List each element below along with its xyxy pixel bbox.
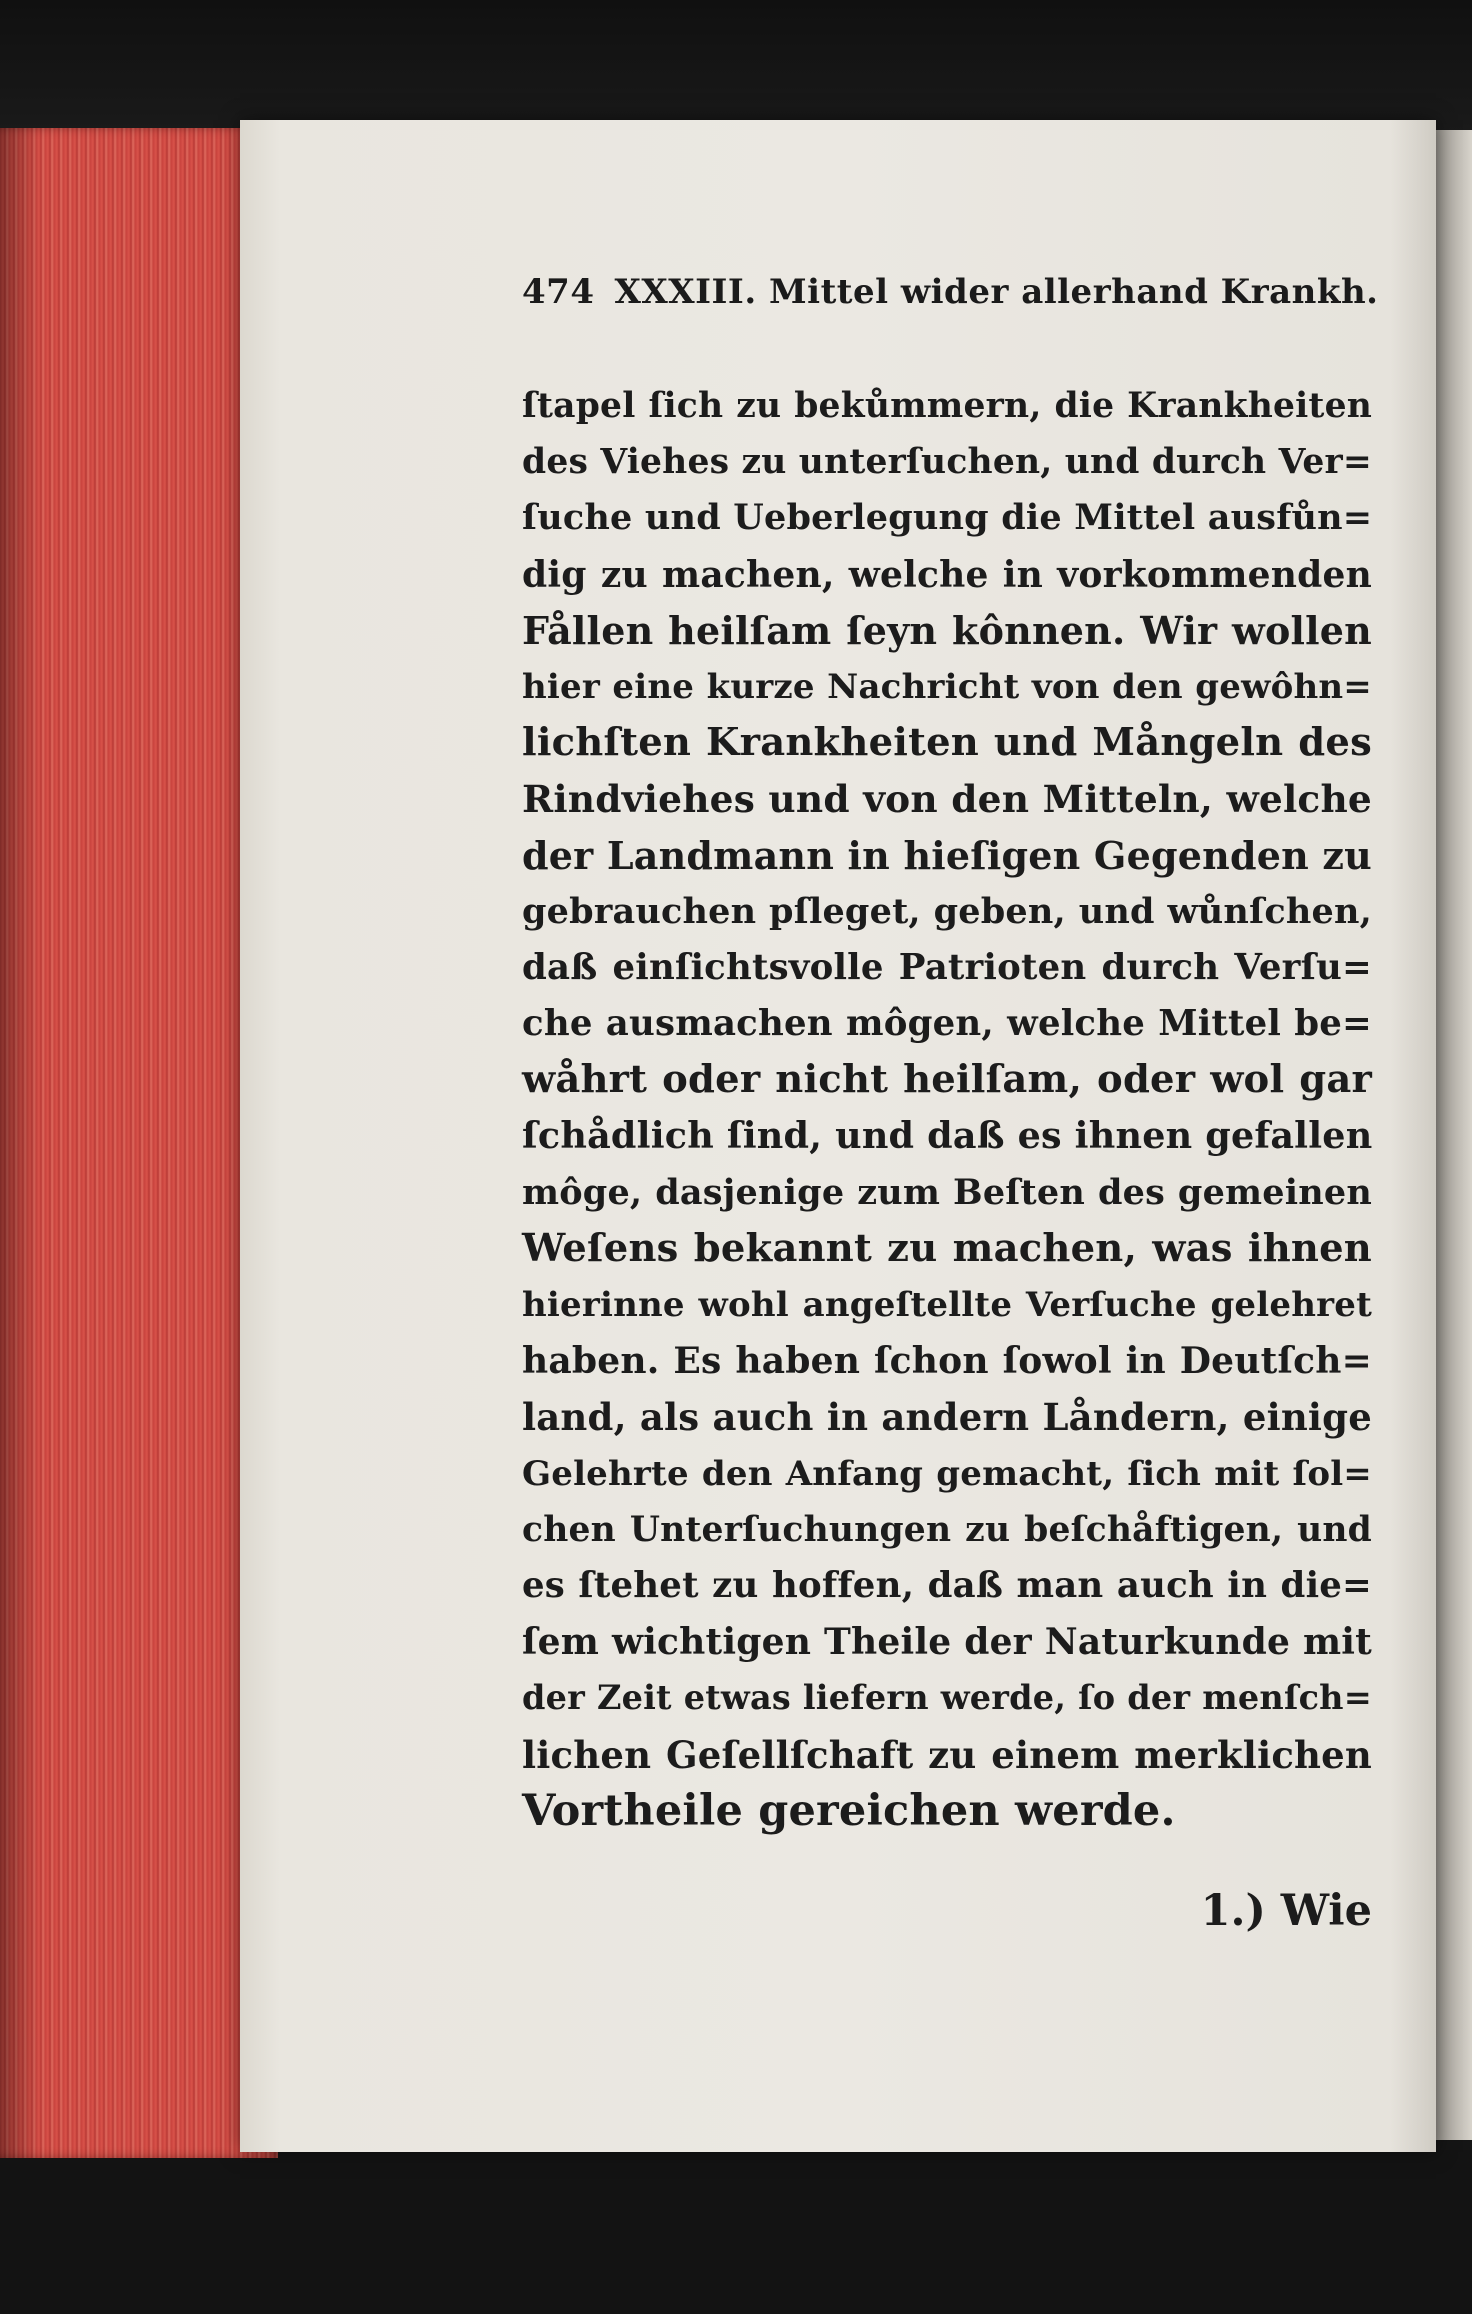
running-header bbox=[522, 272, 1382, 342]
text-line: gebrauchen pſleget, geben, und wůnſchen, bbox=[522, 890, 1372, 932]
page-number: 474 bbox=[522, 272, 595, 312]
text-line: lichen Geſellſchaft zu einem merklichen bbox=[522, 1732, 1372, 1777]
backdrop-bottom bbox=[0, 2150, 1472, 2314]
catchword: 1.) Wie bbox=[1200, 1886, 1372, 1936]
text-line: che ausmachen môgen, welche Mittel be= bbox=[522, 1003, 1372, 1045]
text-line: der Landmann in hieſigen Gegenden zu bbox=[522, 832, 1372, 878]
text-line: dig zu machen, welche in vorkommenden bbox=[522, 553, 1372, 596]
text-line: der Zeit etwas liefern werde, ſo der menſch= bbox=[522, 1678, 1372, 1718]
text-line: chen Unterſuchungen zu beſchåftigen, und bbox=[522, 1509, 1372, 1550]
body-text bbox=[522, 378, 1372, 1839]
text-line: es ſtehet zu hoffen, daß man auch in die= bbox=[522, 1564, 1372, 1606]
text-line: daß einſichtsvolle Patrioten durch Verſu= bbox=[522, 946, 1372, 988]
text-line: hierinne wohl angeſtellte Verſuche gelehret bbox=[522, 1285, 1372, 1325]
text-line: hier eine kurze Nachricht von den gewôhn= bbox=[522, 666, 1372, 707]
text-line: ſem wichtigen Theile der Naturkunde mit bbox=[522, 1621, 1372, 1664]
text-line: Rindviehes und von den Mitteln, welche bbox=[522, 777, 1372, 822]
text-line: Fållen heilſam ſeyn kônnen. Wir wollen bbox=[522, 607, 1372, 653]
text-line: wåhrt oder nicht heilſam, oder wol gar bbox=[522, 1057, 1372, 1103]
text-line: des Viehes zu unterſuchen, und durch Ver= bbox=[522, 442, 1372, 483]
text-line: haben. Es haben ſchon ſowol in Deutſch= bbox=[522, 1340, 1372, 1383]
text-line: Gelehrte den Anfang gemacht, ſich mit ſol= bbox=[522, 1453, 1372, 1494]
running-title: XXXIII. Mittel wider allerhand Krankh. bbox=[614, 272, 1379, 312]
text-line: land, als auch in andern Låndern, einige bbox=[522, 1395, 1372, 1440]
text-line: ſuche und Ueberlegung die Mittel ausfůn= bbox=[522, 497, 1373, 539]
text-line: Weſens bekannt zu machen, was ihnen bbox=[522, 1225, 1372, 1271]
text-line: môge, dasjenige zum Beſten des gemeinen bbox=[522, 1171, 1372, 1213]
page-block-edge bbox=[0, 128, 278, 2158]
text-line: ſtapel ſich zu bekůmmern, die Krankheiten bbox=[522, 386, 1372, 426]
text-line-last: Vortheile gereichen werde. bbox=[522, 1785, 1176, 1836]
facing-page-sliver bbox=[1436, 130, 1472, 2140]
text-line: ſchådlich ſind, und daß es ihnen gefallen bbox=[522, 1114, 1373, 1158]
text-line: lichſten Krankheiten und Mångeln des bbox=[522, 720, 1372, 766]
